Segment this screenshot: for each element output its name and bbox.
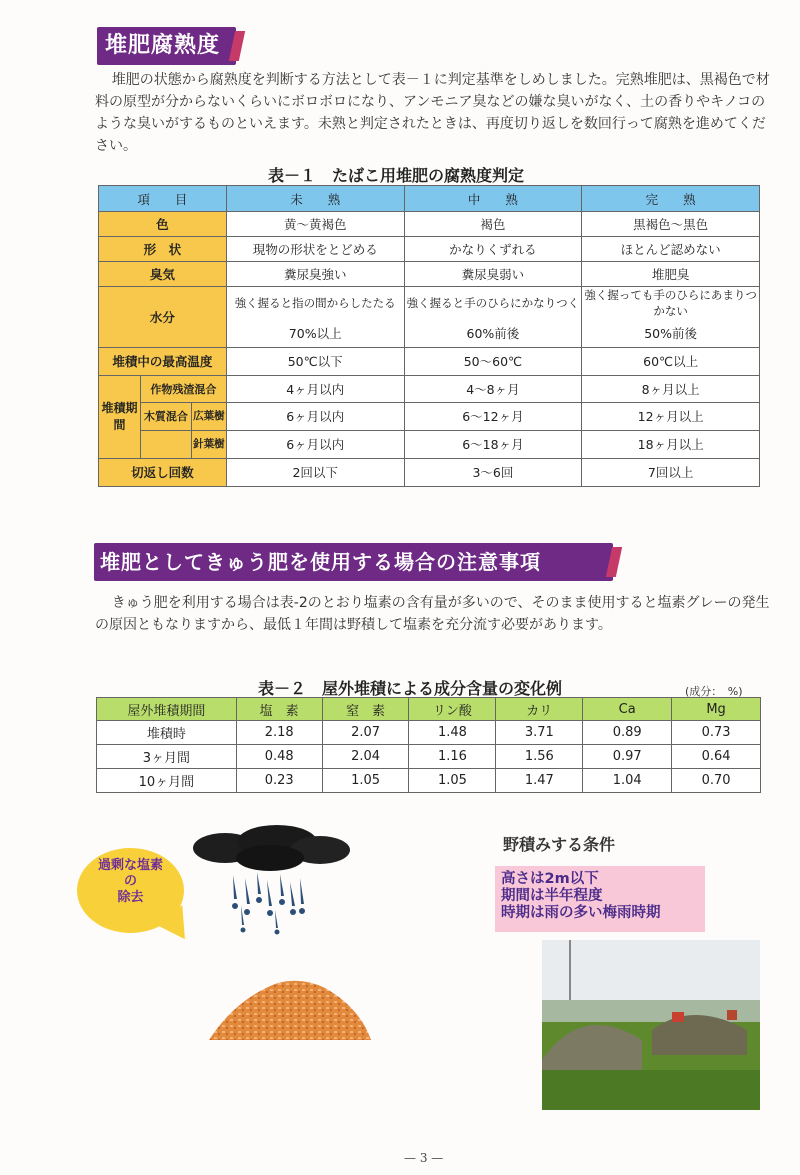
table-row [99, 375, 760, 402]
table-cell: 強く握ると手のひらにかなりつく [404, 287, 582, 320]
table-row [99, 458, 760, 486]
table-cell: 黒褐色～黒色 [582, 212, 760, 237]
header-cell: 項 目 [99, 186, 227, 212]
table-cell: 2.04 [322, 745, 409, 769]
table-cell: 4～8ヶ月 [404, 375, 582, 402]
section-heading-text: 堆肥としてきゅう肥を使用する場合の注意事項 [100, 550, 541, 574]
row-label: 切返し回数 [99, 458, 227, 486]
heading-accent [229, 31, 245, 61]
table-cell: 2回以下 [226, 458, 404, 486]
header-cell: 窒 素 [322, 698, 409, 721]
table-cell: 1.04 [583, 769, 672, 793]
table-cell: 6ヶ月以内 [226, 430, 404, 458]
condition-item: 時期は雨の多い梅雨時期 [501, 905, 661, 921]
header-cell: リン酸 [409, 698, 496, 721]
table-cell: 1.56 [496, 745, 583, 769]
table-row [99, 402, 760, 430]
table-cell: 2.07 [322, 721, 409, 745]
table-cell: 2.18 [236, 721, 322, 745]
table2-caption: 表－２ 屋外堆積による成分含量の変化例 [258, 679, 563, 698]
header-cell: 中 熟 [404, 186, 582, 212]
table-cell: 0.97 [583, 745, 672, 769]
row-sublabel-group [140, 430, 226, 458]
table-row [99, 287, 760, 320]
table-header-row [99, 186, 760, 212]
table-cell: ほとんど認めない [582, 237, 760, 262]
header-cell: カリ [496, 698, 583, 721]
header-cell: 未 熟 [226, 186, 404, 212]
section-heading-compost-maturity [97, 27, 236, 65]
table-cell: 6～12ヶ月 [404, 402, 582, 430]
table-cell: 強く握ると指の間からしたたる [226, 287, 404, 320]
table-row [97, 721, 761, 745]
rain-cloud-illustration [185, 820, 365, 950]
header-cell: 完 熟 [582, 186, 760, 212]
component-table [96, 697, 761, 793]
row-sublabel: 広葉樹 [191, 403, 226, 430]
table-cell: 0.70 [672, 769, 761, 793]
row-label: 3ヶ月間 [97, 745, 237, 769]
raindrops-icon [232, 872, 305, 935]
table-cell: 現物の形状をとどめる [226, 237, 404, 262]
table-cell: 3.71 [496, 721, 583, 745]
row-label: 水分 [99, 287, 227, 348]
table-cell: 黄～黄褐色 [226, 212, 404, 237]
conditions-title: 野積みする条件 [503, 835, 616, 854]
table-cell: 堆肥臭 [582, 262, 760, 287]
page-number: — 3 — [404, 1151, 444, 1165]
conditions-box [495, 866, 705, 932]
table-cell: 4ヶ月以内 [226, 375, 404, 402]
table-cell: 0.89 [583, 721, 672, 745]
table-cell: 糞尿臭強い [226, 262, 404, 287]
table-cell: 3～6回 [404, 458, 582, 486]
intro-paragraph: 堆肥の状態から腐熟度を判断する方法として表－１に判定基準をしめしました。完熟堆肥は、黒褐色で材料の原型が分からないくらいにボロボロになり、アンモニア臭などの嫌な臭いがなく、土の香りやキノコのような臭いがするものといえます。未熟と判定されたときは、再度切り返しを数回行って腐熟を進めてください。 [95, 72, 770, 154]
row-sublabel-group [140, 402, 226, 430]
row-label: 色 [99, 212, 227, 237]
table-header-row [97, 698, 761, 721]
table-cell: 6ヶ月以内 [226, 402, 404, 430]
table1-caption: 表－１ たばこ用堆肥の腐熟度判定 [268, 166, 525, 185]
table-row [99, 262, 760, 287]
table2-unit: (成分： %) [685, 685, 743, 698]
table-cell: 60℃以上 [582, 347, 760, 375]
table-cell: 18ヶ月以上 [582, 430, 760, 458]
table-cell: 12ヶ月以上 [582, 402, 760, 430]
header-cell: 塩 素 [236, 698, 322, 721]
table-cell: かなりくずれる [404, 237, 582, 262]
table-cell: 強く握っても手のひらにあまりつかない [582, 287, 760, 320]
table-cell: 6～18ヶ月 [404, 430, 582, 458]
table-cell: 1.05 [409, 769, 496, 793]
row-sublabel: 作物残渣混合 [140, 375, 226, 402]
header-cell: Mg [672, 698, 761, 721]
speech-bubble-text: 過剰な塩素 の 除去 [97, 858, 163, 905]
table-cell: 50℃以下 [226, 347, 404, 375]
row-label: 堆積中の最高温度 [99, 347, 227, 375]
cloud-icon [193, 825, 350, 871]
table-cell: 0.73 [672, 721, 761, 745]
condition-item: 期間は半年程度 [501, 888, 603, 904]
table-row [97, 769, 761, 793]
speech-bubble [77, 848, 184, 933]
table-row [97, 745, 761, 769]
heading-accent [606, 547, 622, 577]
table-row [99, 237, 760, 262]
condition-item: 高さは2m以下 [501, 871, 599, 887]
table-cell: 1.05 [322, 769, 409, 793]
table-cell: 8ヶ月以上 [582, 375, 760, 402]
maturity-table [98, 185, 760, 487]
table-row [99, 212, 760, 237]
table-cell: 1.48 [409, 721, 496, 745]
row-sublabel: 針葉樹 [191, 431, 226, 458]
row-label-period: 堆積期間 [99, 375, 141, 458]
table-cell: 1.16 [409, 745, 496, 769]
field-photo [542, 940, 760, 1110]
section-heading-text: 堆肥腐熟度 [105, 33, 221, 58]
compost-pile-illustration [205, 970, 375, 1045]
table-cell: 0.23 [236, 769, 322, 793]
table-cell: 1.47 [496, 769, 583, 793]
header-cell: Ca [583, 698, 672, 721]
row-label: 堆積時 [97, 721, 237, 745]
section-heading-precautions [94, 543, 613, 581]
compost-pile-icon [209, 981, 371, 1040]
header-cell: 屋外堆積期間 [97, 698, 237, 721]
table-cell: 0.48 [236, 745, 322, 769]
row-sublabel: 木質混合 [143, 410, 188, 423]
row-label: 形 状 [99, 237, 227, 262]
table-cell: 50～60℃ [404, 347, 582, 375]
table-cell: 50%前後 [582, 319, 760, 347]
row-label: 臭気 [99, 262, 227, 287]
table-cell: 7回以上 [582, 458, 760, 486]
table-cell: 60%前後 [404, 319, 582, 347]
table-row [99, 430, 760, 458]
table-row [99, 347, 760, 375]
table-cell: 褐色 [404, 212, 582, 237]
table-cell: 70%以上 [226, 319, 404, 347]
precaution-paragraph: きゅう肥を利用する場合は表-2のとおり塩素の含有量が多いので、そのまま使用すると塩素グレーの発生の原因ともなりますから、最低１年間は野積して塩素を充分流す必要があります。 [95, 595, 770, 633]
row-label: 10ヶ月間 [97, 769, 237, 793]
table-cell: 糞尿臭弱い [404, 262, 582, 287]
table-cell: 0.64 [672, 745, 761, 769]
